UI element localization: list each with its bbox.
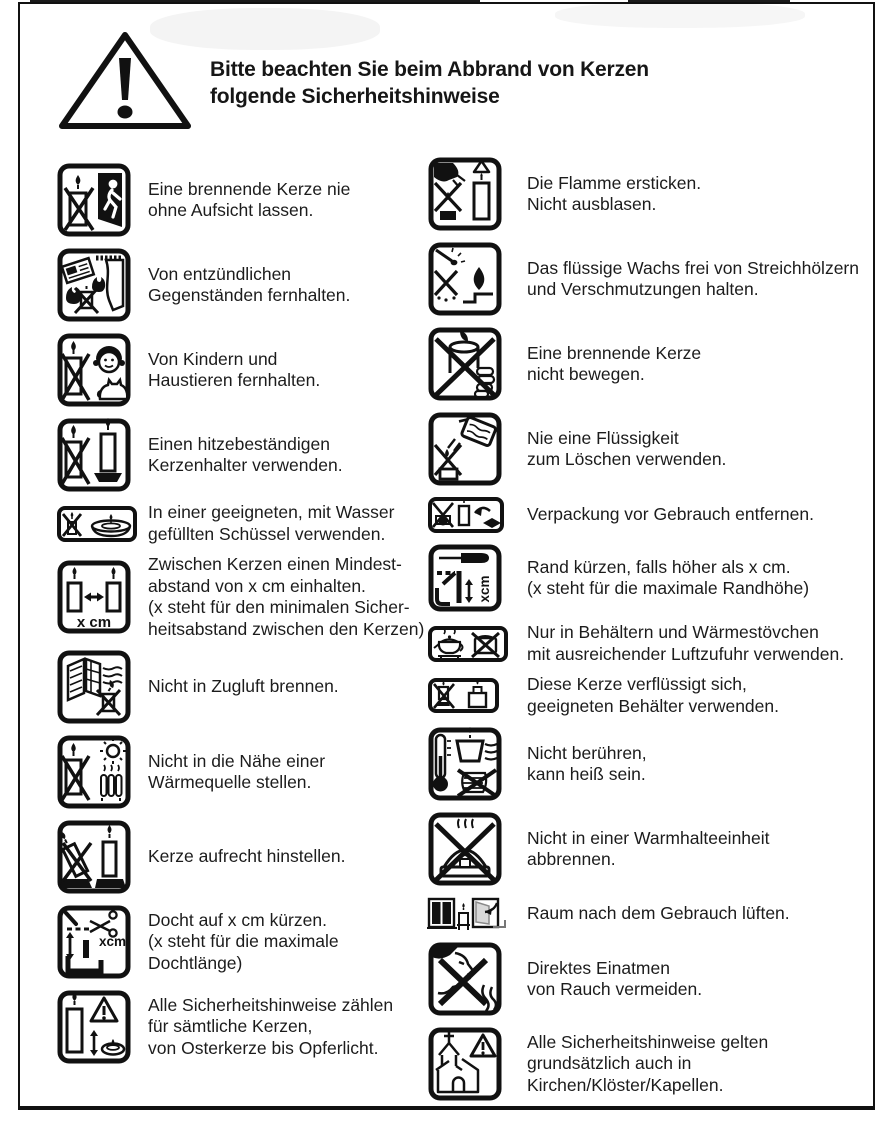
safety-text-line: heitsabstand zwischen den Kerzen): [148, 618, 425, 639]
safety-item: [56, 162, 428, 238]
page-title: [210, 56, 649, 110]
safety-text-line: Alle Sicherheitshinweise gelten: [527, 1031, 769, 1052]
safety-text-line: von Osterkerze bis Opferlicht.: [148, 1037, 379, 1058]
safety-text-line: abbrennen.: [527, 849, 616, 869]
safety-item-text: [527, 743, 647, 786]
safety-item-text: [148, 910, 339, 975]
heat-source-icon: [56, 734, 132, 810]
safety-item-text: [527, 504, 814, 526]
no-food-warmer-icon: [427, 811, 503, 887]
safety-item: [427, 1026, 875, 1102]
safety-icon-cell: [427, 543, 527, 613]
children-pets-icon: [56, 332, 132, 408]
safety-item-text: [148, 434, 343, 477]
safety-text-line: geeigneten Behälter verwenden.: [527, 695, 779, 716]
safety-icon-cell: [427, 625, 527, 663]
no-smoke-inhaling-icon: [427, 941, 503, 1017]
svg-text:xcm: xcm: [99, 934, 127, 949]
safety-item-text: [148, 502, 394, 545]
safety-text-line: Nicht berühren,: [527, 742, 647, 763]
safety-item-text: [148, 349, 320, 392]
heat-resistant-holder-icon: [56, 417, 132, 493]
safety-text-line: Das flüssige Wachs frei von Streichhölzern: [527, 257, 859, 278]
water-bowl-icon: [56, 505, 138, 543]
safety-item: [56, 819, 428, 895]
safety-item: [56, 502, 428, 545]
safety-icon-cell: [427, 896, 527, 932]
safety-icon-cell: [427, 241, 527, 317]
safety-item-text: [527, 343, 701, 386]
safety-text-line: Von Kindern und: [148, 348, 278, 369]
safety-text-line: Nie eine Flüssigkeit: [527, 427, 679, 448]
scan-smudge: [555, 2, 805, 28]
safety-text-line: zum Löschen verwenden.: [527, 449, 727, 469]
all-candle-types-icon: [56, 989, 132, 1065]
safety-icon-cell: [56, 417, 148, 493]
safety-item: [427, 622, 875, 665]
safety-text-line: In einer geeigneten, mit Wasser: [148, 502, 395, 522]
safety-text-line: gefüllten Schüssel verwenden.: [148, 523, 386, 544]
no-liquid-icon: [427, 411, 503, 487]
safety-text-line: Nicht ausblasen.: [527, 194, 657, 214]
safety-text-line: Dochtlänge): [148, 952, 243, 973]
safety-item-text: [527, 173, 701, 216]
candle-distance-icon: [56, 559, 132, 635]
safety-text-line: Kerze aufrecht hinstellen.: [148, 846, 346, 867]
left-column: [56, 162, 428, 1074]
safety-item-text: [148, 264, 350, 307]
safety-item: [427, 674, 875, 717]
safety-text-line: Rand kürzen, falls höher als x cm.: [527, 556, 791, 577]
safety-text-line: Wärmequelle stellen.: [148, 772, 312, 792]
trim-edge-icon: [427, 543, 503, 613]
safety-item: [427, 241, 875, 317]
svg-text:xcm: xcm: [477, 575, 492, 603]
ventilate-room-icon: [427, 896, 507, 932]
safety-item-text: [148, 554, 424, 640]
safety-icon-cell: [427, 1026, 527, 1102]
safety-icon-cell: [56, 649, 148, 725]
safety-text-line: Nicht in einer Warmhalteeinheit: [527, 827, 770, 848]
safety-item: [56, 989, 428, 1065]
safety-icon-cell: [427, 411, 527, 487]
safety-item-text: [148, 676, 339, 698]
safety-icon-cell: [427, 156, 527, 232]
safety-icon-cell: [56, 989, 148, 1065]
safety-text-line: Alle Sicherheitshinweise zählen: [148, 994, 394, 1015]
safety-text-line: Diese Kerze verflüssigt sich,: [527, 674, 747, 694]
safety-item-text: [527, 622, 844, 665]
safety-icon-cell: [56, 559, 148, 635]
safety-item: [427, 726, 875, 802]
safety-item-text: [527, 258, 859, 301]
safety-text-line: Direktes Einatmen: [527, 957, 670, 978]
air-supply-icon: [427, 625, 509, 663]
safety-icon-cell: [427, 677, 527, 714]
candle-unattended-icon: [56, 162, 132, 238]
safety-icon-cell: [427, 726, 527, 802]
safety-text-line: Kirchen/Klöster/Kapellen.: [527, 1074, 724, 1095]
safety-text-line: von Rauch vermeiden.: [527, 979, 703, 999]
safety-text-line: Nicht in die Nähe einer: [148, 750, 326, 771]
svg-text:x cm: x cm: [76, 614, 112, 631]
safety-text-line: Einen hitzebeständigen: [148, 433, 330, 454]
safety-icon-cell: [56, 247, 148, 323]
safety-item-text: [527, 958, 702, 1001]
safety-icon-cell: [427, 941, 527, 1017]
safety-item-text: [527, 828, 770, 871]
safety-item-text: [527, 1032, 768, 1097]
safety-item-text: [527, 428, 726, 471]
safety-icon-cell: [56, 332, 148, 408]
safety-text-line: Die Flamme ersticken.: [527, 172, 702, 193]
safety-item: [56, 649, 428, 725]
church-icon: [427, 1026, 503, 1102]
safety-text-line: (x steht für die maximale: [148, 931, 339, 952]
safety-text-line: Kerzenhalter verwenden.: [148, 455, 343, 475]
safety-text-line: nicht bewegen.: [527, 364, 645, 384]
upright-candle-icon: [56, 819, 132, 895]
safety-text-line: Eine brennende Kerze: [527, 342, 702, 363]
warning-triangle-icon: [54, 30, 196, 132]
safety-text-line: mit ausreichender Luftzufuhr verwenden.: [527, 643, 845, 664]
safety-item: [56, 332, 428, 408]
safety-text-line: Gegenständen fernhalten.: [148, 285, 351, 305]
safety-text-line: kann heiß sein.: [527, 764, 646, 784]
safety-text-line: Raum nach dem Gebrauch lüften.: [527, 903, 790, 924]
safety-text-line: grundsätzlich auch in: [527, 1053, 692, 1074]
safety-item-text: [148, 179, 350, 222]
safety-item: [427, 156, 875, 232]
safety-icon-cell: [56, 162, 148, 238]
safety-text-line: Zwischen Kerzen einen Mindest-: [148, 554, 402, 574]
safety-text-line: (x steht für die maximale Randhöhe): [527, 578, 810, 598]
hot-surface-icon: [427, 726, 503, 802]
safety-text-line: (x steht für den minimalen Sicher-: [148, 597, 410, 617]
safety-icon-cell: [427, 811, 527, 887]
scan-artifact: [30, 0, 480, 2]
right-column: [427, 156, 875, 1111]
safety-text-line: Eine brennende Kerze nie: [148, 178, 351, 199]
safety-icon-cell: [56, 734, 148, 810]
safety-text-line: Nur in Behältern und Wärmestövchen: [527, 622, 819, 642]
safety-text-line: für sämtliche Kerzen,: [148, 1016, 313, 1037]
safety-item: [56, 734, 428, 810]
safety-icon-cell: [427, 326, 527, 402]
safety-icon-cell: [56, 904, 148, 980]
safety-item: [427, 941, 875, 1017]
page-title-line1: Bitte beachten Sie beim Abbrand von Kerzen: [210, 58, 649, 81]
smother-flame-icon: [427, 156, 503, 232]
safety-text-line: Haustieren fernhalten.: [148, 370, 321, 390]
safety-item-text: [148, 846, 345, 868]
draught-icon: [56, 649, 132, 725]
safety-item: [427, 411, 875, 487]
safety-item-text: [148, 995, 393, 1060]
safety-text-line: Nicht in Zugluft brennen.: [148, 676, 339, 697]
safety-text-line: ohne Aufsicht lassen.: [148, 200, 314, 220]
safety-item: [56, 554, 428, 640]
safety-item: [427, 811, 875, 887]
no-matches-icon: [427, 241, 503, 317]
safety-text-line: Verpackung vor Gebrauch entfernen.: [527, 504, 814, 525]
safety-item-text: [527, 557, 809, 600]
safety-icon-cell: [56, 819, 148, 895]
do-not-move-icon: [427, 326, 503, 402]
safety-text-line: Von entzündlichen: [148, 263, 292, 284]
safety-text-line: Docht auf x cm kürzen.: [148, 909, 327, 930]
safety-item-text: [527, 674, 779, 717]
safety-item: [56, 904, 428, 980]
flammable-objects-icon: [56, 247, 132, 323]
safety-item: [427, 896, 875, 932]
safety-item: [427, 326, 875, 402]
safety-icon-cell: [427, 496, 527, 534]
safety-item: [427, 496, 875, 534]
safety-item-text: [527, 903, 790, 925]
page-title-line2: folgende Sicherheitshinweise: [210, 85, 500, 108]
safety-text-line: und Verschmutzungen halten.: [527, 279, 759, 299]
remove-packaging-icon: [427, 496, 505, 534]
safety-item-text: [148, 751, 325, 794]
safety-icon-cell: [56, 505, 148, 543]
safety-text-line: abstand von x cm einhalten.: [148, 575, 366, 596]
safety-item: [427, 543, 875, 613]
liquefying-candle-icon: [427, 677, 500, 714]
safety-item: [56, 417, 428, 493]
trim-wick-icon: [56, 904, 132, 980]
safety-item: [56, 247, 428, 323]
